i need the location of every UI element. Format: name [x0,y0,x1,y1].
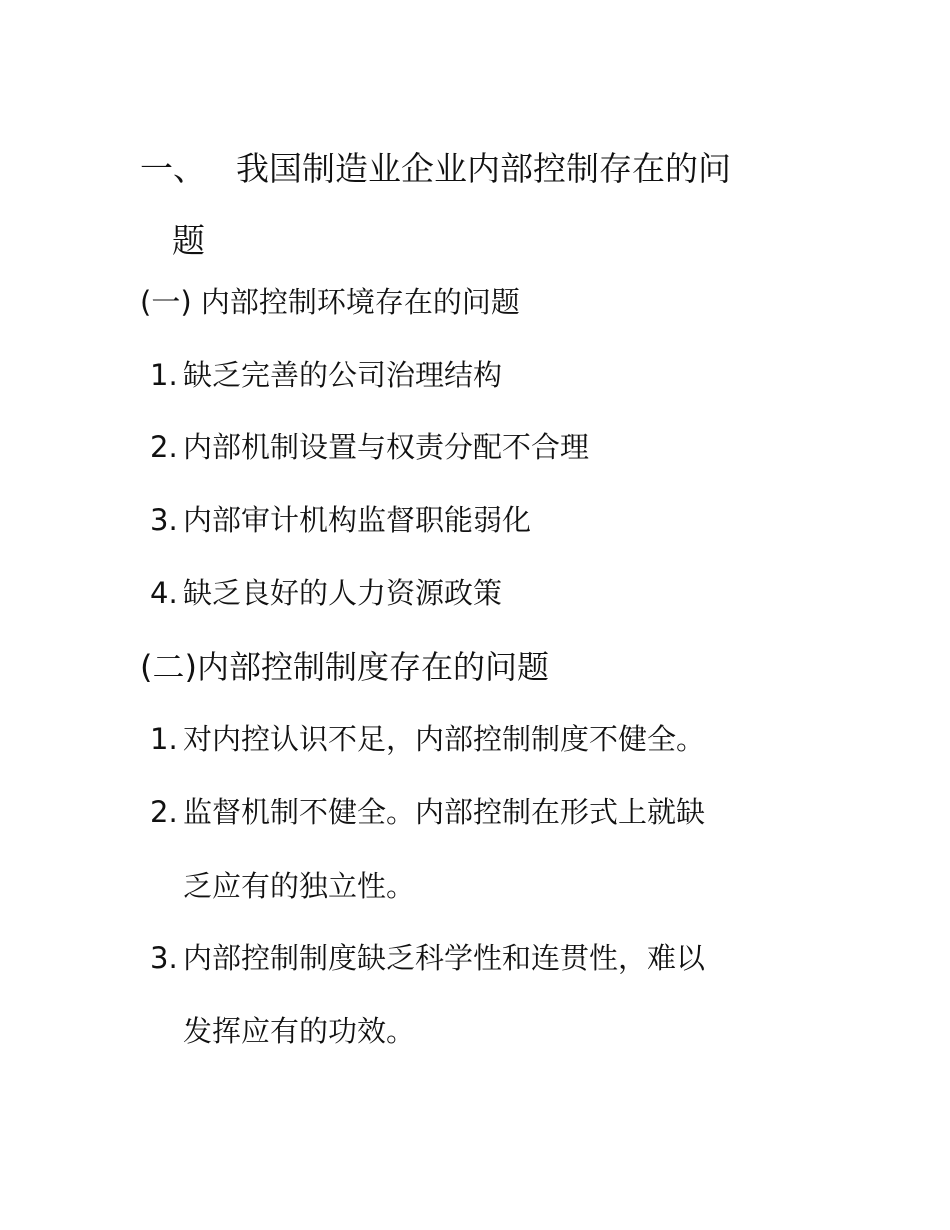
list-item-number: 2. [150,795,178,829]
list-item-text: 内部机制设置与权责分配不合理 [183,430,590,464]
list-item-number: 1. [150,722,178,756]
list-item-continuation: 乏应有的独立性。 [183,869,416,903]
list-item-number: 3. [150,941,178,975]
list-item-text: 对内控认识不足，内部控制制度不健全。 [183,722,706,756]
list-item-number: 3. [150,503,178,537]
list-item [150,790,705,831]
section-number: 一、 [140,149,206,188]
list-item-number: 4. [150,576,178,610]
section-heading-line-1 [140,133,780,205]
list-item-text: 缺乏完善的公司治理结构 [183,358,503,392]
list-item-number: 1. [150,358,178,392]
list-item-continuation: 发挥应有的功效。 [183,1014,416,1048]
subsection-heading-1: (一) 内部控制环境存在的问题 [140,285,520,319]
list-item-text: 监督机制不健全。内部控制在形式上就缺 [183,795,706,829]
section-title-continuation: 题 [172,221,205,260]
list-item [150,353,502,394]
list-item-number: 2. [150,430,178,464]
list-item [150,498,531,539]
list-item [150,571,502,612]
list-item [150,717,705,758]
subsection-heading-2: (二)内部控制制度存在的问题 [140,648,549,686]
list-item-text: 内部审计机构监督职能弱化 [183,503,532,537]
section-heading [140,133,780,277]
list-item [150,425,589,466]
list-item [150,936,705,977]
section-title: 我国制造业企业内部控制存在的问 [236,149,731,188]
list-item-text: 内部控制制度缺乏科学性和连贯性，难以 [183,941,706,975]
list-item-text: 缺乏良好的人力资源政策 [183,576,503,610]
